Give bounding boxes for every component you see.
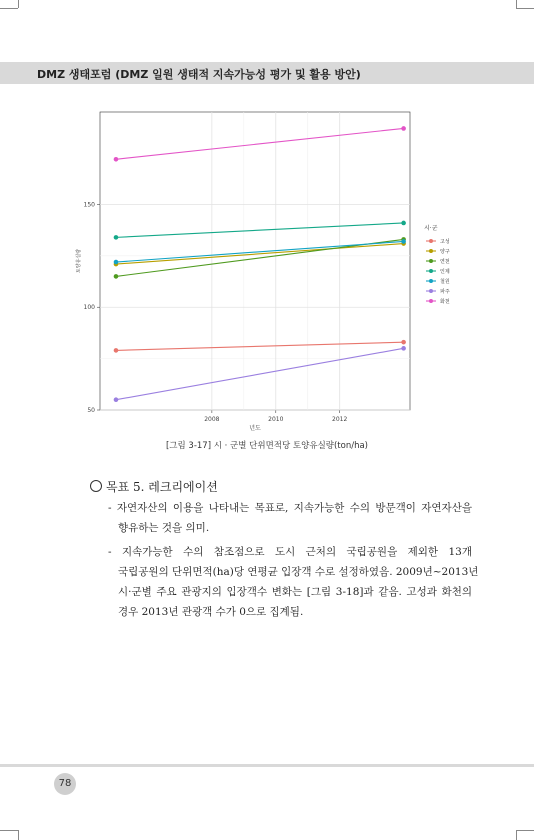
x-tick-label: 2008 xyxy=(204,416,220,423)
crop-mark xyxy=(516,830,517,840)
data-point xyxy=(401,239,406,244)
legend-title: 시·군 xyxy=(424,225,438,232)
y-tick-label: 50 xyxy=(87,407,95,414)
legend-label: 화천 xyxy=(440,299,450,305)
crop-mark xyxy=(18,0,19,8)
legend-label: 양구 xyxy=(440,249,450,255)
paragraph-line: - 자연자산의 이용을 나타내는 목표로, 지속가능한 수의 방문객이 자연자산을 xyxy=(108,502,472,514)
x-axis-label: 년도 xyxy=(249,425,261,432)
footer-band xyxy=(0,764,534,767)
running-header-title: DMZ 생태포럼 (DMZ 일원 생태적 지속가능성 평가 및 활용 방안) xyxy=(37,68,361,81)
paragraph-line: 향유하는 것을 의미. xyxy=(118,522,210,534)
chart-svg xyxy=(60,100,480,440)
crop-mark xyxy=(516,830,534,831)
paragraph-line: 시·군별 주요 관광지의 입장객수 변화는 [그림 3-18]과 같음. 고성과 화천의 xyxy=(118,586,472,598)
data-point xyxy=(114,260,119,265)
y-axis-label: 토양유실량 xyxy=(76,248,82,274)
legend-label: 고성 xyxy=(440,239,450,245)
crop-mark xyxy=(516,8,534,9)
crop-mark xyxy=(516,0,517,8)
legend-label: 연천 xyxy=(440,259,450,265)
data-point xyxy=(401,340,406,345)
circle-bullet-icon xyxy=(90,480,102,492)
legend-key-point xyxy=(429,259,433,263)
data-point xyxy=(114,157,119,162)
section-title: 목표 5. 레크리에이션 xyxy=(106,480,218,494)
data-point xyxy=(114,235,119,240)
legend-label: 인제 xyxy=(440,269,450,275)
legend-key-point xyxy=(429,299,433,303)
legend-key-point xyxy=(429,279,433,283)
paragraph-line: 경우 2013년 관광객 수가 0으로 집계됨. xyxy=(118,606,304,618)
y-tick-label: 150 xyxy=(83,201,95,209)
legend-label: 철원 xyxy=(440,279,450,285)
crop-mark xyxy=(18,830,19,840)
crop-mark xyxy=(0,830,18,831)
data-point xyxy=(401,126,406,131)
data-point xyxy=(401,221,406,226)
x-tick-label: 2012 xyxy=(332,416,348,423)
paragraph-line: 국립공원의 단위면적(ha)당 연평균 입장객 수로 설정하였음. 2009년~2013년 xyxy=(118,566,479,578)
paragraph-line: - 지속가능한 수의 참조점으로 도시 근처의 국립공원을 제외한 13개 xyxy=(108,546,472,558)
data-point xyxy=(114,348,119,353)
crop-mark xyxy=(0,8,18,9)
bullet-paragraph-1 xyxy=(108,498,472,538)
section-heading xyxy=(90,478,218,495)
y-tick-label: 100 xyxy=(83,304,95,312)
legend-key-point xyxy=(429,269,433,273)
legend-key-point xyxy=(429,289,433,293)
legend-label: 파주 xyxy=(440,289,450,295)
plot-panel xyxy=(100,112,410,410)
x-tick-label: 2010 xyxy=(268,416,284,423)
data-point xyxy=(114,397,119,402)
bullet-paragraph-2 xyxy=(108,542,479,622)
line-chart xyxy=(60,100,480,440)
figure-caption: [그림 3-17] 시 · 군별 단위면적당 토양유실량(ton/ha) xyxy=(165,441,368,451)
page-number: 78 xyxy=(54,773,76,795)
data-point xyxy=(114,274,119,279)
legend-key-point xyxy=(429,249,433,253)
legend-key-point xyxy=(429,239,433,243)
data-point xyxy=(401,346,406,351)
